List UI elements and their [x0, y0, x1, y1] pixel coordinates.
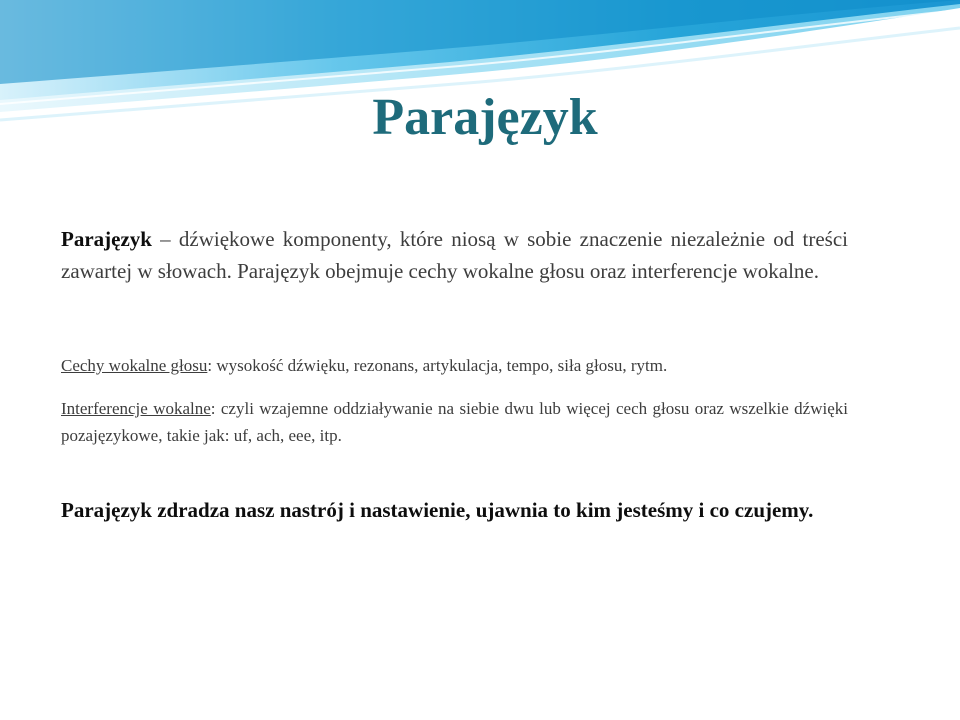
vocal-features-paragraph [61, 353, 848, 379]
intro-text: – dźwiękowe komponenty, które niosą w sobie znaczenie niezależnie od treści zawartej w słowach. Parajęzyk obejmuje cechy wokalne głosu oraz interferencje wokalne. [61, 227, 848, 283]
interference-text: : czyli wzajemne oddziaływanie na siebie dwu lub więcej cech głosu oraz wszelkie dźwięki pozajęzykowe, takie jak: uf, ach, eee, itp. [61, 399, 848, 445]
summary-paragraph: Parajęzyk zdradza nasz nastrój i nastawienie, ujawnia to kim jesteśmy i co czujemy. [61, 498, 814, 522]
intro-term: Parajęzyk [61, 227, 152, 251]
interference-term: Interferencje wokalne [61, 399, 211, 418]
vocal-features-term: Cechy wokalne głosu [61, 356, 208, 375]
slide-title: Parajęzyk [372, 89, 598, 146]
interference-paragraph [61, 395, 848, 449]
vocal-features-text: : wysokość dźwięku, rezonans, artykulacja, tempo, siła głosu, rytm. [207, 356, 668, 375]
intro-paragraph [61, 224, 848, 287]
